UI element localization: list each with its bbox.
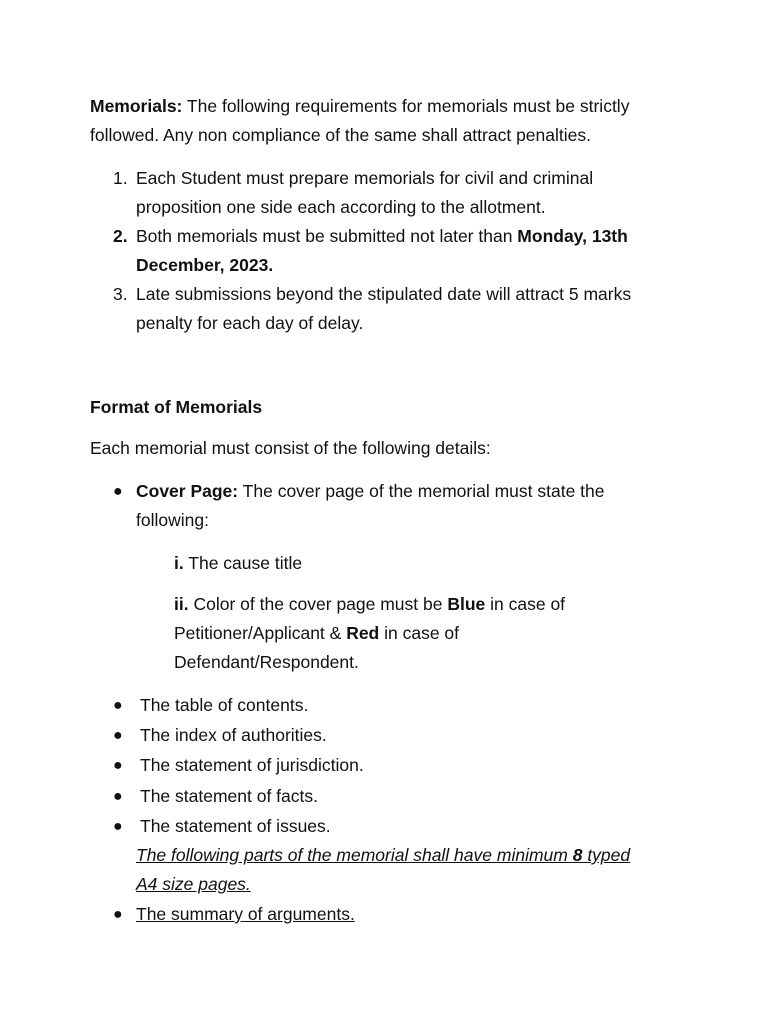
intro-label: Memorials: xyxy=(90,96,183,116)
sub-item-i xyxy=(174,549,302,578)
rule-1-line-1: Each Student must prepare memorials for civil and criminal xyxy=(136,168,594,188)
sub-item-marker-ii: ii. xyxy=(174,594,189,614)
cover-page-label: Cover Page: xyxy=(136,481,239,501)
bullet-icon: ● xyxy=(113,757,123,774)
rule-number-3: 3. xyxy=(113,284,128,304)
sub-item-marker-i: i. xyxy=(174,553,184,573)
sub-item-ii-line-2 xyxy=(174,619,459,648)
cover-page-text: The cover page of the memorial must state the xyxy=(238,481,605,501)
cover-page-line-2: following: xyxy=(136,510,209,530)
rule-2-deadline-part-1: Monday, 13th xyxy=(517,226,628,246)
sub-item-ii-text-2: in case of xyxy=(485,594,566,614)
format-heading: Format of Memorials xyxy=(90,397,263,417)
rule-1-line-2: proposition one side each according to the allotment. xyxy=(136,197,546,217)
sub-item-ii-text-3: Petitioner/Applicant & xyxy=(174,623,347,643)
list-item: The statement of issues. xyxy=(140,816,331,836)
sub-item-ii-text-4: in case of xyxy=(379,623,460,643)
bullet-icon: ● xyxy=(113,906,123,923)
bullet-icon: ● xyxy=(113,727,123,744)
rule-2-deadline-part-2: December, 2023. xyxy=(136,255,274,275)
rule-number-1: 1. xyxy=(113,168,128,188)
intro-line-1 xyxy=(90,92,629,121)
rule-2-line-1 xyxy=(136,222,628,251)
color-red-label: Red xyxy=(346,623,380,643)
bullet-icon: ● xyxy=(113,788,123,805)
intro-line-2: followed. Any non compliance of the same shall attract penalties. xyxy=(90,125,591,145)
bullet-icon: ● xyxy=(113,483,123,500)
sub-item-i-text: The cause title xyxy=(183,553,303,573)
note-text-2: typed xyxy=(582,845,631,865)
intro-text: The following requirements for memorials must be strictly xyxy=(182,96,630,116)
rule-number-2: 2. xyxy=(113,226,128,246)
sub-item-ii-line-3: Defendant/Respondent. xyxy=(174,652,359,672)
cover-page-line-1 xyxy=(136,477,605,506)
sub-item-ii-line-1 xyxy=(174,590,565,619)
list-item: The statement of jurisdiction. xyxy=(140,755,364,775)
sub-item-ii-text: Color of the cover page must be xyxy=(188,594,448,614)
list-item: The index of authorities. xyxy=(140,725,327,745)
format-intro: Each memorial must consist of the following details: xyxy=(90,438,491,458)
note-text: The following parts of the memorial shall have minimum xyxy=(136,845,573,865)
bullet-icon: ● xyxy=(113,818,123,835)
rule-2-text: Both memorials must be submitted not later than xyxy=(136,226,518,246)
color-blue-label: Blue xyxy=(447,594,486,614)
note-line-2: A4 size pages. xyxy=(136,874,251,894)
list-item: The statement of facts. xyxy=(140,786,318,806)
note-page-count: 8 xyxy=(572,845,583,865)
list-item: The table of contents. xyxy=(140,695,309,715)
bullet-icon: ● xyxy=(113,697,123,714)
note-line-1 xyxy=(136,841,630,870)
summary-item: The summary of arguments. xyxy=(136,904,355,924)
rule-3-line-1: Late submissions beyond the stipulated date will attract 5 marks xyxy=(136,284,632,304)
rule-3-line-2: penalty for each day of delay. xyxy=(136,313,364,333)
